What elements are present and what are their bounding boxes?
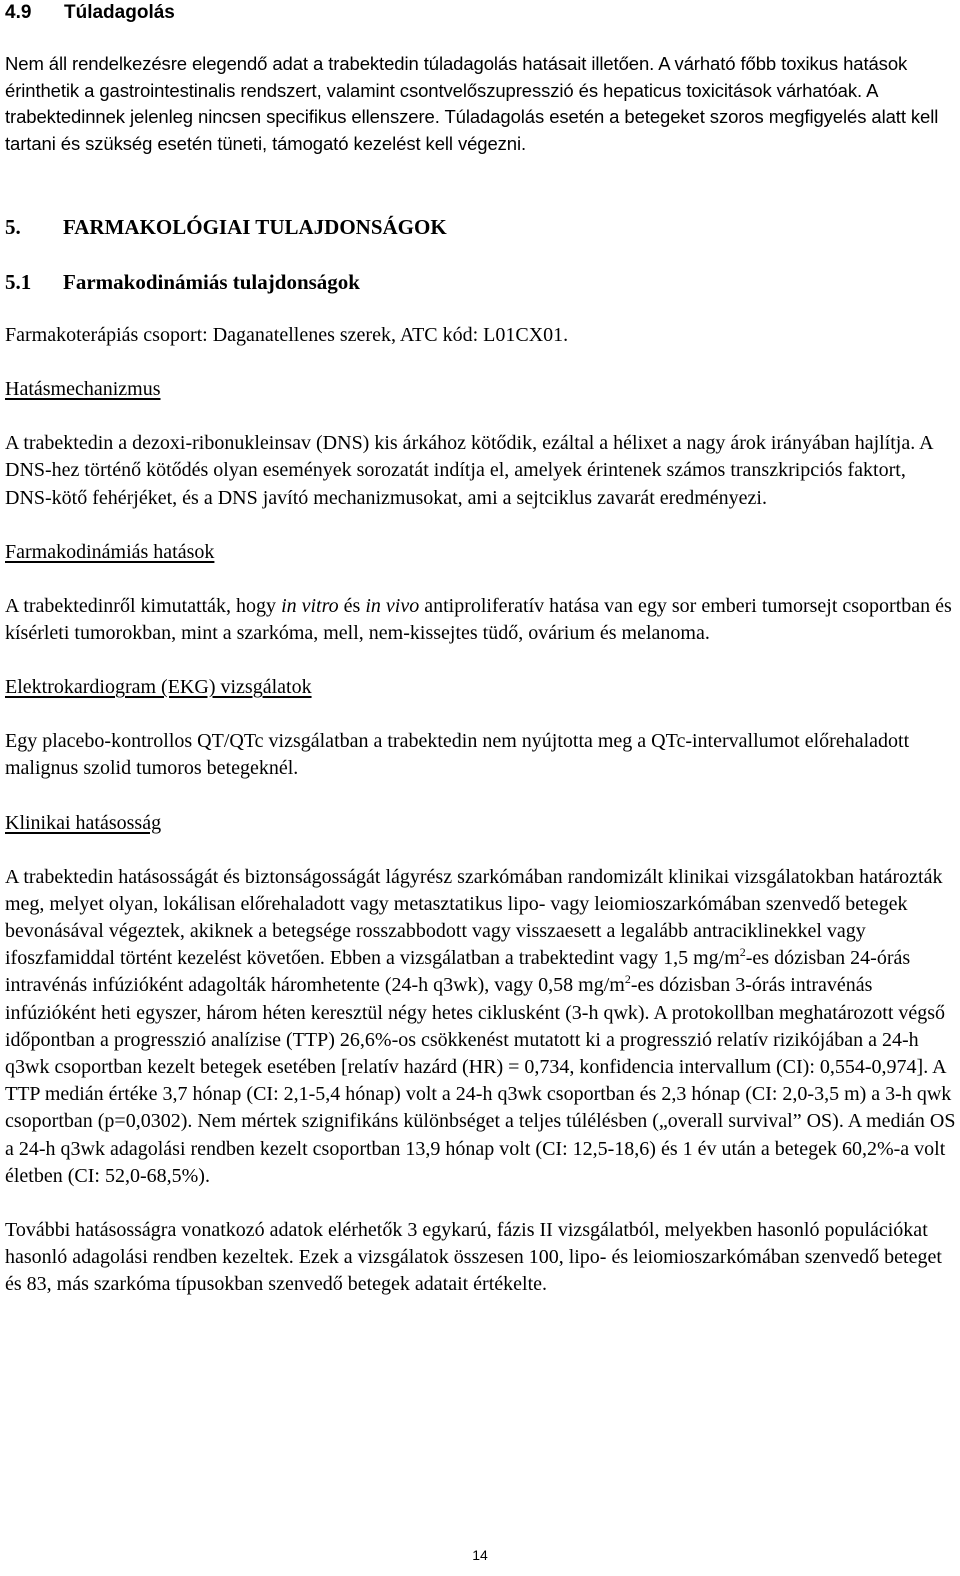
text-run: A trabektedin hatásosságát és biztonságosságát lágyrész szarkómában randomizált klinikai vizsgálatokban határozták meg, melyet olyan, lokálisan előrehaladott vagy metasztatikus lipo- vagy leiomioszarkómában szenvedő betegek bevonásával végeztek, akiknek a betegsége rosszabbodott vagy visszaesett a legalább antraciklinekkel vagy ifoszfamiddal történt kezelést követően. Ebben a vizsgálatban a trabektedint vagy 1,5 mg/m <box>5 865 943 970</box>
text-run: -es dózisban 24-órás intravénás infúzióként adagolták háromhetente (24-h q3wk), vagy 0,58 mg/m <box>5 947 911 997</box>
pd-effects-paragraph <box>5 593 957 647</box>
section-5-1-heading <box>5 269 957 295</box>
superscript: 2 <box>739 945 746 960</box>
pd-effects-heading: Farmakodinámiás hatások <box>5 540 215 563</box>
section-number: 5. <box>5 215 21 239</box>
text-run: és <box>338 594 366 617</box>
section-title: Farmakodinámiás tulajdonságok <box>63 270 360 294</box>
italic-term: in vitro <box>281 594 339 617</box>
clinical-paragraph-2: További hatásosságra vonatkozó adatok elérhetők 3 egykarú, fázis II vizsgálatból, melyekben hasonló populációkat hasonló adagolási rendben kezeltek. Ezek a vizsgálatok összesen 100, lipo- és leiomioszarkómában szenvedő beteget és 83, más szarkóma típusokban szenvedő betegek adatait értékelte. <box>5 1219 942 1296</box>
atc-paragraph: Farmakoterápiás csoport: Daganatellenes szerek, ATC kód: L01CX01. <box>5 324 569 346</box>
italic-term: in vivo <box>365 594 420 617</box>
text-run: -es dózisban 3-órás intravénás infúzióként heti egyszer, három héten keresztül négy hetes ciklusként (3-h qwk). A protokollban meghatározott végső időpontban a progresszió analízise (TTP) 26,6%-os csökkenést mutatott ki a progresszió relatív rizikójában a 24-h q3wk csoportban kezelt betegek esetében [relatív hazárd (HR) = 0,734, konfidencia intervallum (CI): 0,554-0,974]. A TTP medián értéke 3,7 hónap (CI: 2,1-5,4 hónap) volt a 24-h q3wk csoportban és 2,3 hónap (CI: 2,0-3,5 m) a 3-h qwk csoportban (p=0,0302). Nem mértek szignifikáns különbséget a teljes túlélésben („overall survival” OS). A medián OS a 24-h q3wk adagolási rendben kezelt csoportban 13,9 hónap volt (CI: 12,5-18,6) és 1 év után a betegek 60,2%-a volt életben (CI: 52,0-68,5%). <box>5 974 956 1187</box>
ekg-heading: Elektrokardiogram (EKG) vizsgálatok <box>5 676 312 699</box>
clinical-paragraph-1 <box>5 864 957 1190</box>
section-5-heading <box>5 214 957 240</box>
mechanism-heading: Hatásmechanizmus <box>5 378 161 401</box>
mechanism-paragraph: A trabektedin a dezoxi-ribonukleinsav (DNS) kis árkához kötődik, ezáltal a hélixet a nagy árok irányában hajlítja. A DNS-hez történő kötődés olyan események sorozatát indítja el, amelyek érintenek számos transzkripciós faktort, DNS-kötő fehérjéket, és a DNS javító mechanizmusokat, ami a sejtciklus zavarát eredményezi. <box>5 432 933 509</box>
section-title: Túladagolás <box>64 2 175 23</box>
overdose-paragraph: Nem áll rendelkezésre elegendő adat a trabektedin túladagolás hatásait illetően. A várható főbb toxikus hatások érinthetik a gastrointestinalis rendszert, valamint csontvelőszupresszió és hepaticus toxicitások várhatóak. A trabektedinnek jelenleg nincsen specifikus ellenszere. Túladagolás esetén a betegeket szoros megfigyelés alatt kell tartani és szükség esetén tüneti, támogató kezelést kell végezni. <box>5 53 939 154</box>
section-number: 5.1 <box>5 270 32 294</box>
text-run: A trabektedinről kimutatták, hogy <box>5 594 282 617</box>
ekg-paragraph: Egy placebo-kontrollos QT/QTc vizsgálatban a trabektedin nem nyújtotta meg a QTc-intervallumot előrehaladott malignus szolid tumoros betegeknél. <box>5 730 910 780</box>
clinical-heading: Klinikai hatásosság <box>5 811 162 834</box>
page-number: 14 <box>472 1547 488 1563</box>
section-title: FARMAKOLÓGIAI TULAJDONSÁGOK <box>63 215 447 239</box>
section-number: 4.9 <box>5 2 32 23</box>
text-run: antiproliferatív hatása van egy sor emberi tumorsejt csoportban és kísérleti tumorokban, mint a szarkóma, mell, nem-kissejtes tüdő, ovárium és melanoma. <box>5 594 952 645</box>
superscript: 2 <box>624 972 631 987</box>
section-4-9-heading <box>5 0 957 26</box>
document-page <box>5 0 957 1299</box>
